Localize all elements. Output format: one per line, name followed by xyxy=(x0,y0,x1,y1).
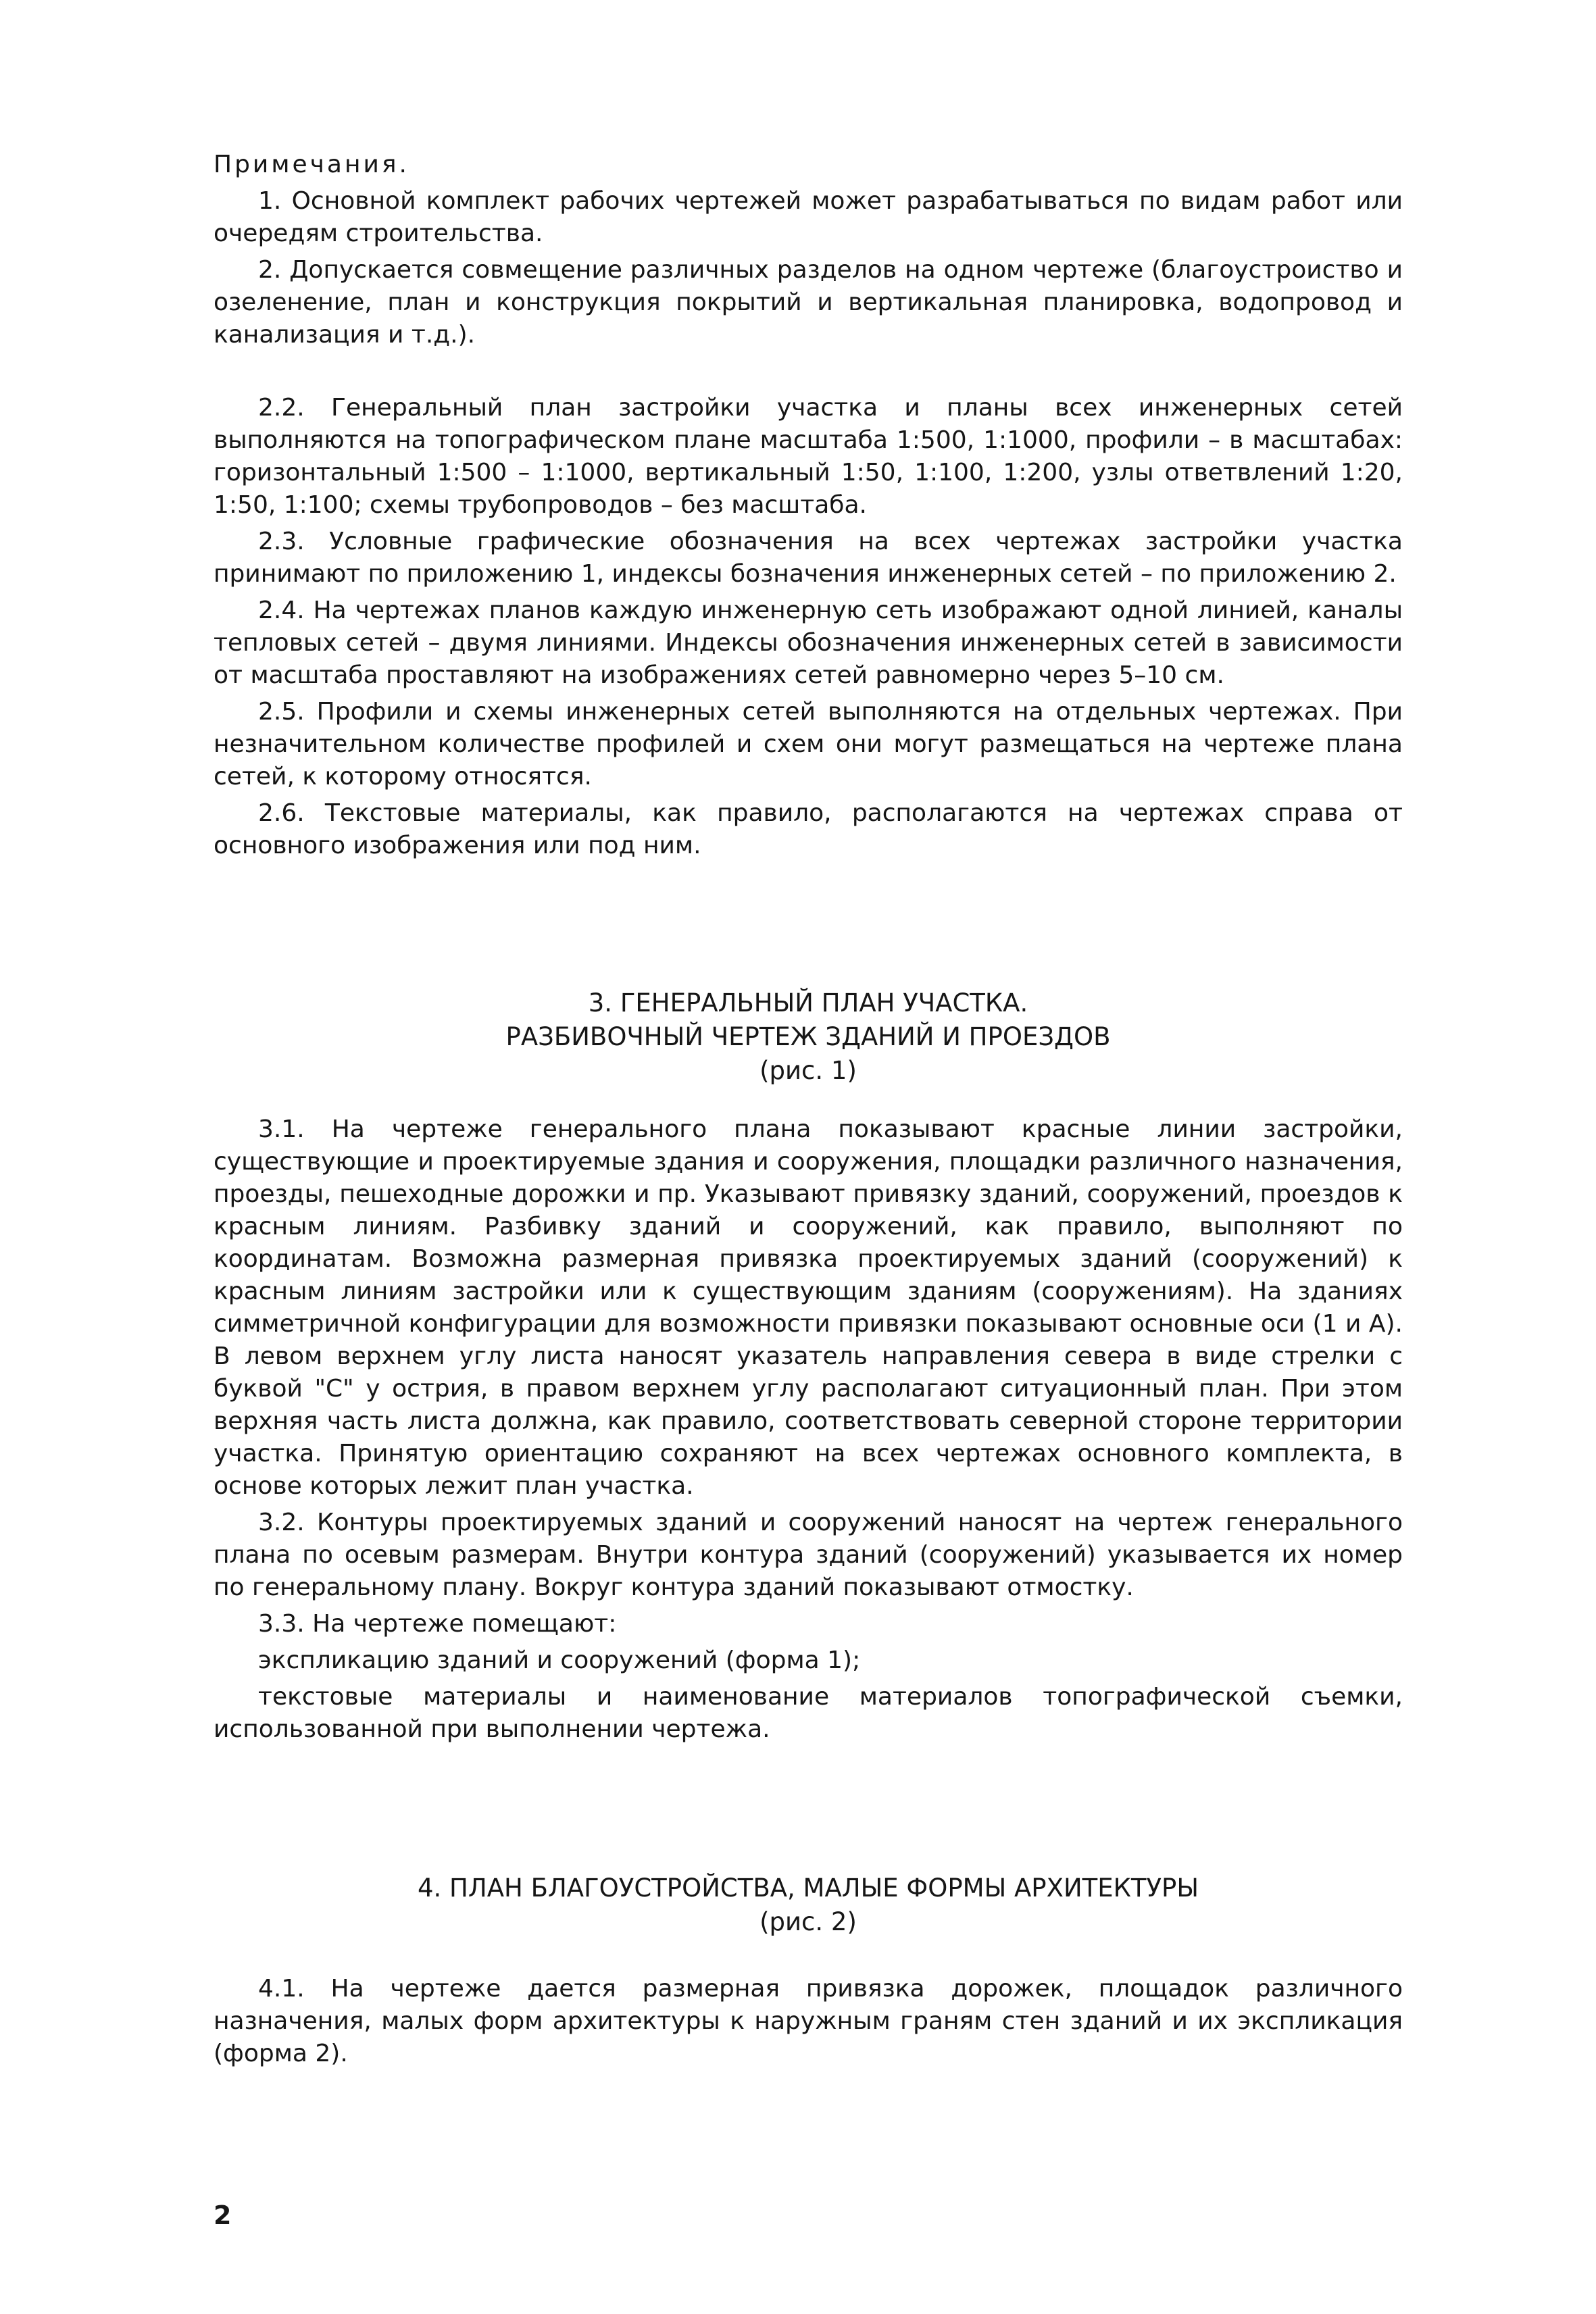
section-3-block xyxy=(214,1113,1403,1746)
notes-title: Примечания. xyxy=(214,151,409,178)
notes-block xyxy=(214,149,1403,351)
paragraph-2-6: 2.6. Текстовые материалы, как правило, располагаются на чертежах справа от основного изображения или под ним. xyxy=(214,799,1403,859)
paragraph-2-3: 2.3. Условные графические обозначения на всех чертежах застройки участка принимают по приложению 1, индексы бозначения инженерных сетей – по приложению 2. xyxy=(214,528,1403,588)
note-item: 1. Основной комплект рабочих чертежей может разрабатываться по видам работ или очередям строительства. xyxy=(214,187,1403,247)
section-3-figure-ref: (рис. 1) xyxy=(759,1056,857,1085)
page-number: 2 xyxy=(214,2200,232,2230)
section-4-heading xyxy=(214,1871,1403,1939)
section-3-subtitle: РАЗБИВОЧНЫЙ ЧЕРТЕЖ ЗДАНИЙ И ПРОЕЗДОВ xyxy=(505,1022,1111,1051)
paragraph-3-3: 3.3. На чертеже помещают: xyxy=(258,1610,617,1638)
section-4-block xyxy=(214,1973,1403,2070)
section-3-heading xyxy=(214,986,1403,1088)
note-item: 2. Допускается совмещение различных разделов на одном чертеже (благоустроиство и озеленение, план и конструкция покрытий и вертикальная планировка, водопровод и канализация и т.д.). xyxy=(214,256,1403,349)
list-item: текстовые материалы и наименование материалов топографической съемки, использованной при выполнении чертежа. xyxy=(214,1683,1403,1743)
paragraph-3-1: 3.1. На чертеже генерального плана показывают красные линии застройки, существующие и проектируемые здания и сооружения, площадки различного назначения, проезды, пешеходные дорожки и пр. Указывают привязку зданий, сооружений, проездов к красным линиям. Разбивку зданий и сооружений, как правило, выполняют по координатам. Возможна размерная привязка проектируемых зданий (сооружений) к красным линиям застройки или к существующим зданиям (сооружениям). На зданиях симметричной конфигурации для возможности привязки показывают основные оси (1 и А). В левом верхнем углу листа наносят указатель направления севера в виде стрелки с буквой "С" у острия, в правом верхнем углу располагают ситуационный план. При этом верхняя часть листа должна, как правило, соответствовать северной стороне территории участка. Принятую ориентацию сохраняют на всех чертежах основного комплекта, в основе которых лежит план участка. xyxy=(214,1115,1403,1500)
section-4-figure-ref: (рис. 2) xyxy=(759,1907,857,1936)
section-3-title: 3. ГЕНЕРАЛЬНЫЙ ПЛАН УЧАСТКА. xyxy=(588,988,1028,1017)
section-4-title: 4. ПЛАН БЛАГОУСТРОЙСТВА, МАЛЫЕ ФОРМЫ АРХИТЕКТУРЫ xyxy=(417,1873,1199,1903)
paragraph-2-2: 2.2. Генеральный план застройки участка и планы всех инженерных сетей выполняются на топографическом плане масштаба 1:500, 1:1000, профили – в масштабах: горизонтальный 1:500 – 1:1000, вертикальный 1:50, 1:100, 1:200, узлы ответвлений 1:20, 1:50, 1:100; схемы трубопроводов – без масштаба. xyxy=(214,394,1403,519)
list-item: экспликацию зданий и сооружений (форма 1); xyxy=(258,1646,861,1674)
paragraph-2-4: 2.4. На чертежах планов каждую инженерную сеть изображают одной линией, каналы тепловых сетей – двумя линиями. Индексы обозначения инженерных сетей в зависимости от масштаба проставляют на изображениях сетей равномерно через 5–10 см. xyxy=(214,597,1403,689)
paragraph-4-1: 4.1. На чертеже дается размерная привязка дорожек, площадок различного назначения, малых форм архитектуры к наружным граням стен зданий и их экспликация (форма 2). xyxy=(214,1975,1403,2067)
paragraph-3-2: 3.2. Контуры проектируемых зданий и сооружений наносят на чертеж генерального плана по осевым размерам. Внутри контура зданий (сооружений) указывается их номер по генеральному плану. Вокруг контура зданий показывают отмостку. xyxy=(214,1509,1403,1601)
section-2-block xyxy=(214,392,1403,862)
paragraph-2-5: 2.5. Профили и схемы инженерных сетей выполняются на отдельных чертежах. При незначительном количестве профилей и схем они могут размещаться на чертеже плана сетей, к которому относятся. xyxy=(214,698,1403,790)
